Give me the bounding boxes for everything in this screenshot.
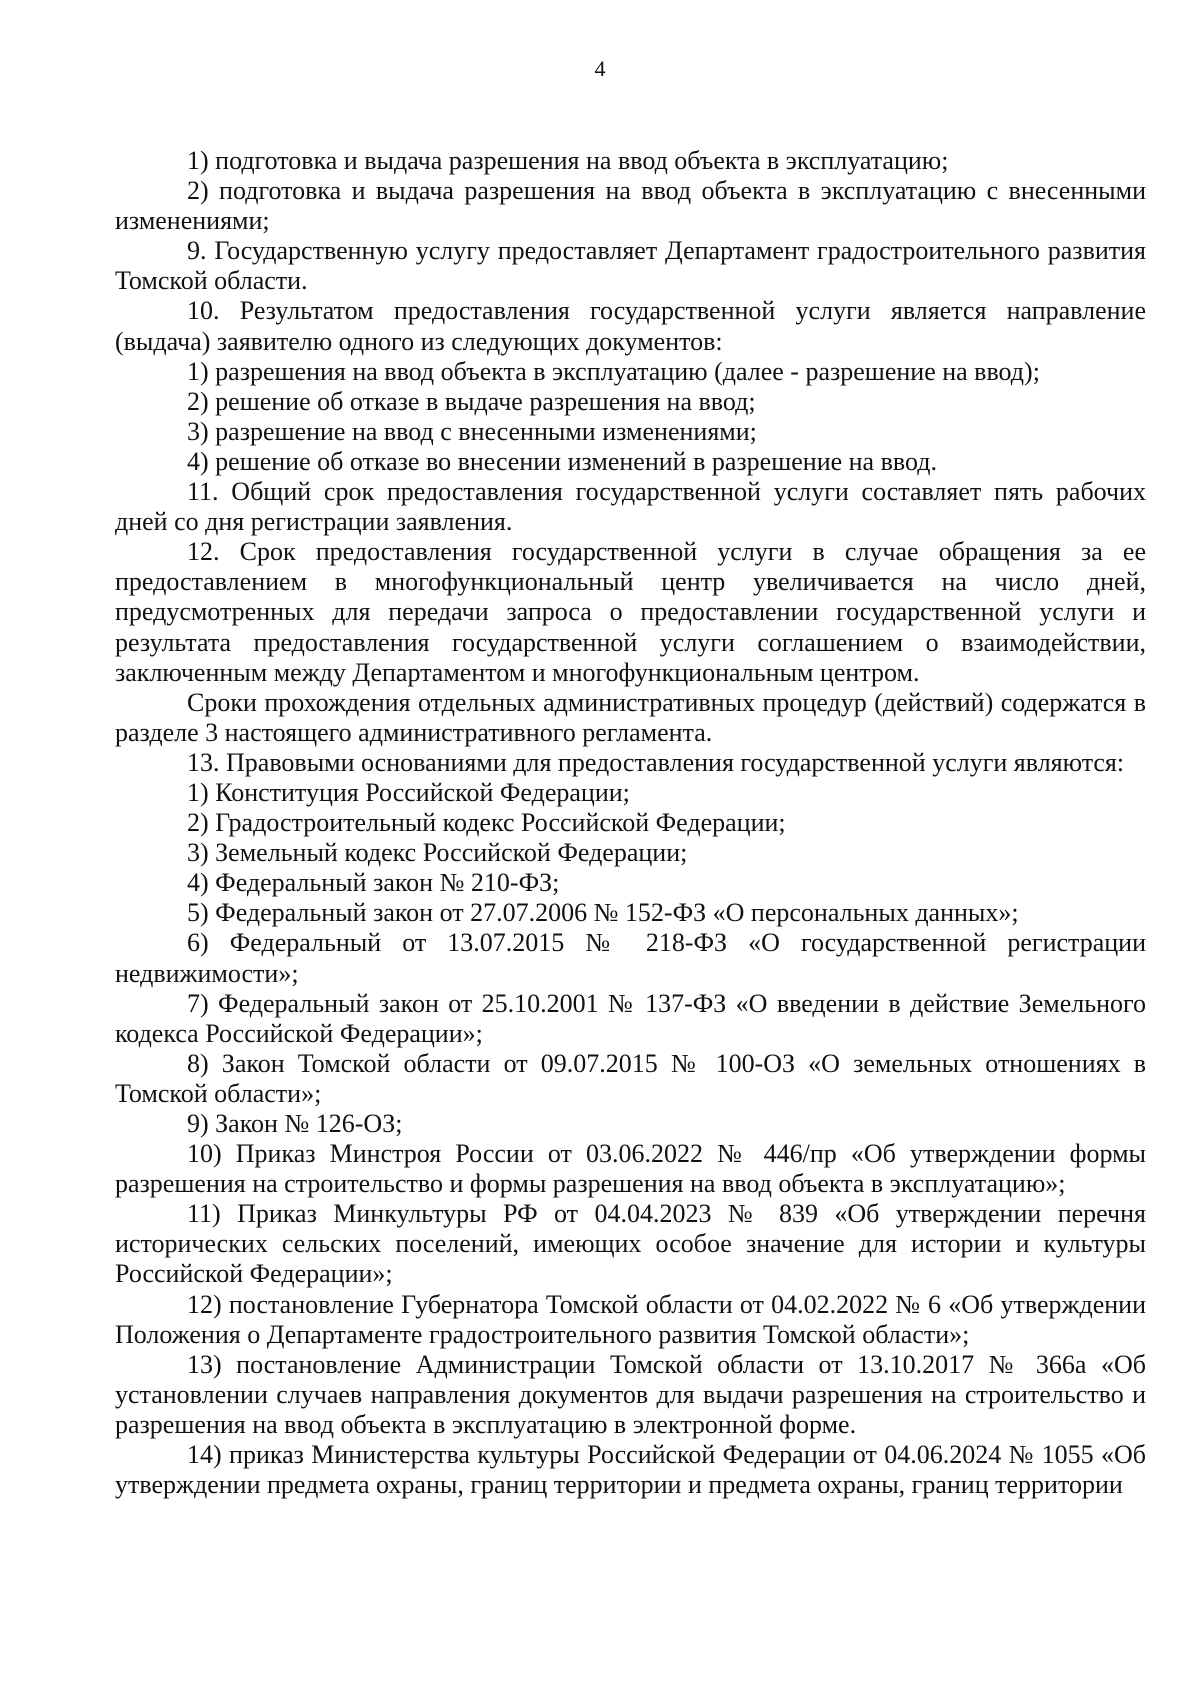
paragraph: 9) Закон № 126-ОЗ; bbox=[187, 1109, 403, 1138]
paragraph: 3) разрешение на ввод с внесенными изменениями; bbox=[187, 416, 757, 446]
paragraph: 1) разрешения на ввод объекта в эксплуатацию (далее - разрешение на ввод); bbox=[187, 356, 1040, 386]
paragraph: 13) постановление Администрации Томской области от 13.10.2017 № 366а «Об установлении случаев направления документов для выдачи разрешения на строительство и разрешения на ввод объекта в эксплуатацию в электронной форме. bbox=[115, 1349, 1146, 1439]
paragraph: 2) Градостроительный кодекс Российской Федерации; bbox=[187, 808, 786, 838]
paragraph: 8) Закон Томской области от 09.07.2015 № 100-ОЗ «О земельных отношениях в Томской области»; bbox=[115, 1048, 1146, 1108]
paragraph: 11) Приказ Минкультуры РФ от 04.04.2023 № 839 «Об утверждении перечня исторических сельских поселений, имеющих особое значение для истории и культуры Российской Федерации»; bbox=[115, 1199, 1146, 1289]
document-body bbox=[115, 146, 1146, 1500]
page-number: 4 bbox=[594, 56, 606, 81]
paragraph: 3) Земельный кодекс Российской Федерации; bbox=[187, 838, 688, 868]
paragraph: 1) Конституция Российской Федерации; bbox=[187, 777, 630, 807]
paragraph: 10. Результатом предоставления государственной услуги является направление (выдача) заявителю одного из следующих документов: bbox=[115, 296, 1146, 356]
paragraph: 12) постановление Губернатора Томской области от 04.02.2022 № 6 «Об утверждении Положения о Департаменте градостроительного развития Томской области»; bbox=[115, 1289, 1146, 1349]
paragraph: 7) Федеральный закон от 25.10.2001 № 137-ФЗ «О введении в действие Земельного кодекса Российской Федерации»; bbox=[115, 988, 1146, 1048]
paragraph: 4) решение об отказе во внесении изменений в разрешение на ввод. bbox=[187, 446, 937, 476]
paragraph: 2) подготовка и выдача разрешения на ввод объекта в эксплуатацию с внесенными изменениями; bbox=[115, 176, 1146, 236]
paragraph: 13. Правовыми основаниями для предоставления государственной услуги являются: bbox=[187, 747, 1125, 777]
paragraph: 10) Приказ Минстроя России от 03.06.2022 № 446/пр «Об утверждении формы разрешения на строительство и формы разрешения на ввод объекта в эксплуатацию»; bbox=[115, 1139, 1146, 1199]
paragraph: 14) приказ Министерства культуры Российской Федерации от 04.06.2024 № 1055 «Об утверждении предмета охраны, границ территории и предмета охраны, границ территории bbox=[115, 1440, 1146, 1500]
paragraph: 11. Общий срок предоставления государственной услуги составляет пять рабочих дней со дня регистрации заявления. bbox=[115, 477, 1146, 537]
paragraph: 12. Срок предоставления государственной услуги в случае обращения за ее предоставлением в многофункциональный центр увеличивается на число дней, предусмотренных для передачи запроса о предоставлении государственной услуги и результата предоставления государственной услуги соглашением о взаимодействии, заключенным между Департаментом и многофункциональным центром. bbox=[115, 537, 1146, 687]
paragraph: 9. Государственную услугу предоставляет Департамент градостроительного развития Томской области. bbox=[115, 236, 1146, 296]
paragraph: Сроки прохождения отдельных административных процедур (действий) содержатся в разделе 3 настоящего административного регламента. bbox=[115, 687, 1146, 747]
paragraph: 6) Федеральный от 13.07.2015 № 218-ФЗ «О государственной регистрации недвижимости»; bbox=[115, 928, 1146, 988]
paragraph: 4) Федеральный закон № 210-ФЗ; bbox=[187, 868, 560, 898]
paragraph: 2) решение об отказе в выдаче разрешения на ввод; bbox=[187, 386, 756, 416]
paragraph: 1) подготовка и выдача разрешения на ввод объекта в эксплуатацию; bbox=[187, 146, 949, 175]
paragraph: 5) Федеральный закон от 27.07.2006 № 152-ФЗ «О персональных данных»; bbox=[187, 898, 1019, 928]
